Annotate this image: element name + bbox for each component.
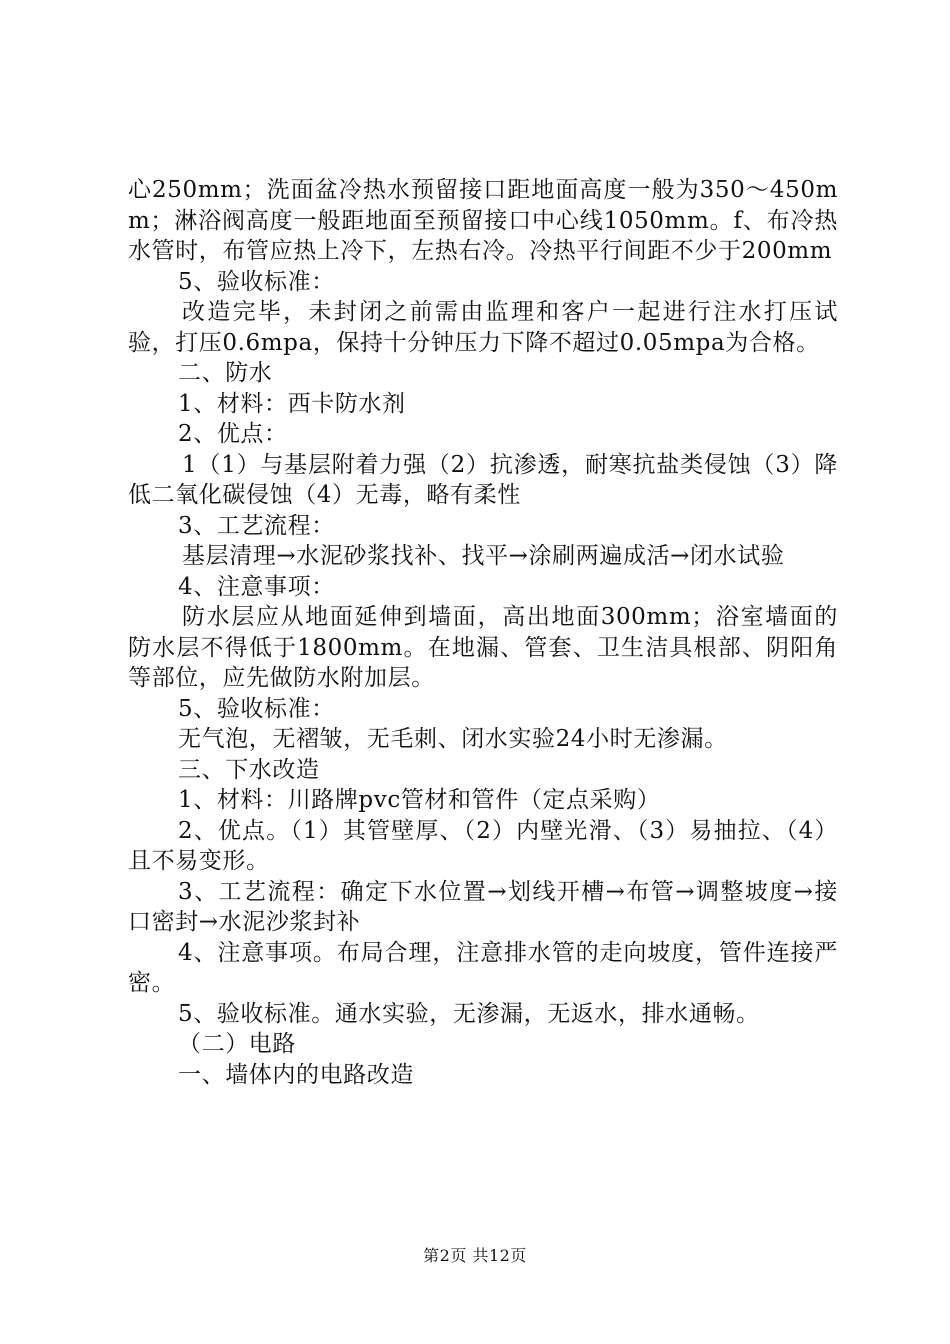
document-body <box>128 175 838 1090</box>
section-heading: 三、下水改造 <box>178 756 320 783</box>
paragraph: 5、验收标准： <box>178 268 335 295</box>
page-number-footer: 第2页 共12页 <box>423 1246 527 1265</box>
paragraph: 1、材料：西卡防水剂 <box>178 390 406 417</box>
paragraph: 3、工艺流程：确定下水位置→划线开槽→布管→调整坡度→接口密封→水泥沙浆封补 <box>128 878 838 935</box>
paragraph: 基层清理→水泥砂浆找补、找平→涂刷两遍成活→闭水试验 <box>182 543 785 569</box>
section-heading: 一、墙体内的电路改造 <box>178 1061 414 1088</box>
paragraph: 2、优点： <box>178 421 288 447</box>
paragraph: 心250mm；洗面盆冷热水预留接口距地面高度一般为350～450mm；淋浴阀高度一般距地面至预留接口中心线1050mm。f、布冷热水管时，布管应热上冷下，左热右冷。冷热平行间距不少于200mm <box>128 177 838 264</box>
paragraph: 无气泡，无褶皱，无毛刺、闭水实验24小时无渗漏。 <box>178 726 728 752</box>
paragraph: 1（1）与基层附着力强（2）抗渗透，耐寒抗盐类侵蚀（3）降低二氧化碳侵蚀（4）无毒，略有柔性 <box>128 451 838 508</box>
section-heading: 二、防水 <box>178 360 273 386</box>
paragraph: 5、验收标准。通水实验，无渗漏，无返水，排水通畅。 <box>178 1000 760 1027</box>
paragraph: 5、验收标准： <box>178 695 335 722</box>
paragraph: 改造完毕，未封闭之前需由监理和客户一起进行注水打压试验，打压0.6mpa，保持十分钟压力下降不超过0.05mpa为合格。 <box>128 299 838 356</box>
section-heading: （二）电路 <box>178 1031 296 1057</box>
paragraph: 4、注意事项。布局合理，注意排水管的走向坡度，管件连接严密。 <box>128 939 838 996</box>
paragraph: 4、注意事项： <box>178 573 335 600</box>
paragraph: 防水层应从地面延伸到墙面，高出地面300mm；浴室墙面的防水层不得低于1800mm。在地漏、管套、卫生洁具根部、阴阳角等部位，应先做防水附加层。 <box>128 604 838 691</box>
paragraph: 1、材料：川路牌pvc管材和管件（定点采购） <box>178 787 661 813</box>
paragraph: 3、工艺流程： <box>178 512 335 539</box>
paragraph: 2、优点。（1）其管壁厚、（2）内壁光滑、（3）易抽拉、（4）且不易变形。 <box>128 817 838 874</box>
